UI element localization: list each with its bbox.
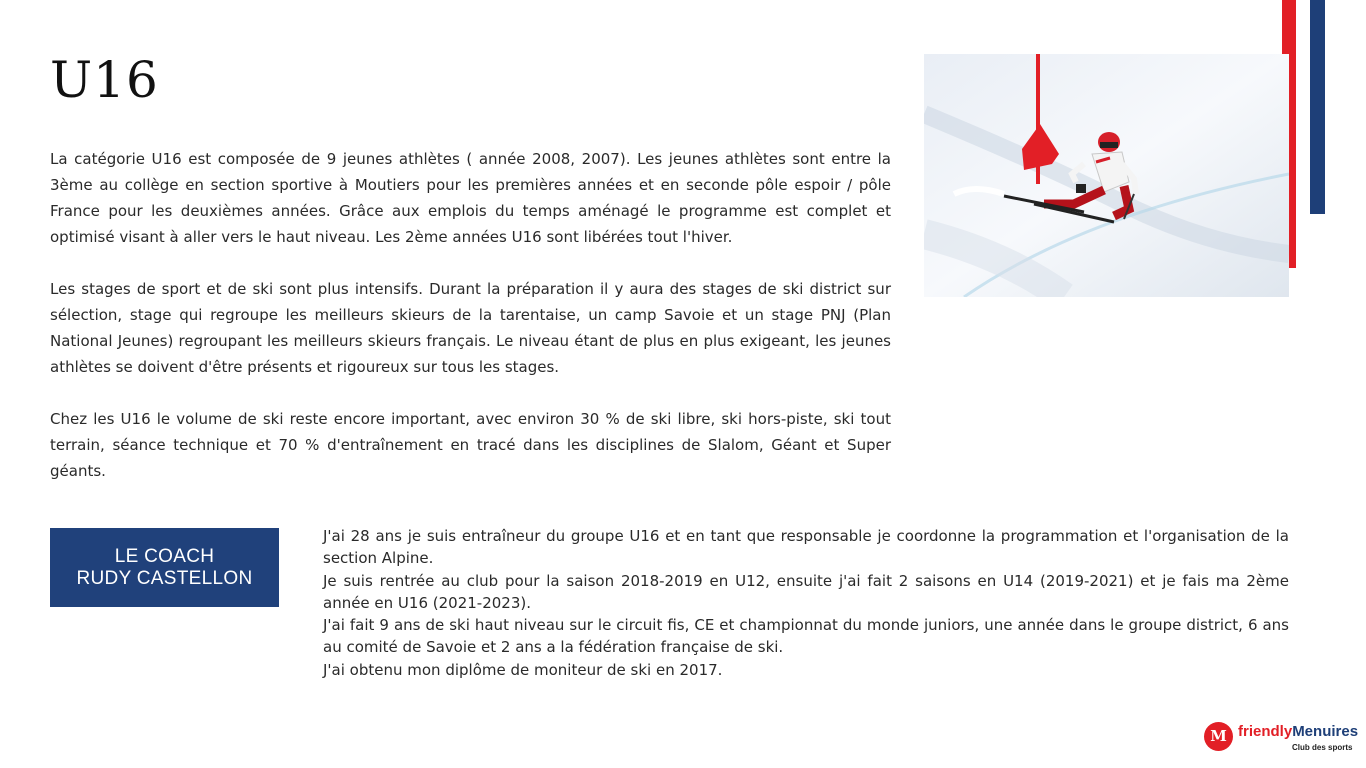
coach-bio [323, 525, 1289, 681]
club-logo-name [1238, 723, 1358, 740]
skier-photo [924, 54, 1289, 297]
club-logo-name-part2: Menuires [1292, 723, 1359, 740]
coach-title: LE COACH [114, 545, 215, 567]
intro-paragraph: Les stages de sport et de ski sont plus intensifs. Durant la préparation il y aura des stages de ski district sur sélection, stage qui regroupe les meilleurs skieurs de la tarentaise, un camp Savoie et un stage PNJ (Plan National Jeunes) regroupant les meilleurs skieurs français. Le niveau étant de plus en plus exigeant, les jeunes athlètes se doivent d'être présents et rigoureux sur tous les stages. [50, 280, 891, 376]
bio-line: J'ai fait 9 ans de ski haut niveau sur le circuit fis, CE et championnat du monde juniors, une année dans le groupe district, 6 ans au comité de Savoie et 2 ans a la fédération française de ski. [323, 616, 1289, 657]
intro-paragraph: La catégorie U16 est composée de 9 jeunes athlètes ( année 2008, 2007). Les jeunes athlètes sont entre la 3ème au collège en section sportive à Moutiers pour les premières années et en seconde pôle espoir / pôle France pour les deuxièmes années. Grâce aux emplois du temps aménagé le programme est complet et optimisé visant à aller vers le haut niveau. Les 2ème années U16 sont libérées tout l'hiver. [50, 150, 891, 246]
coach-name: RUDY CASTELLON [76, 567, 253, 589]
page-title: U16 [50, 51, 159, 109]
bio-line: J'ai 28 ans je suis entraîneur du groupe U16 et en tant que responsable je coordonne la programmation et l'organisation de la section Alpine. [323, 527, 1289, 568]
blue-accent-bar [1310, 0, 1325, 214]
bio-line: Je suis rentrée au club pour la saison 2018-2019 en U12, ensuite j'ai fait 2 saisons en U14 (2019-2021) et je fais ma 2ème année en U16 (2021-2023). [323, 571, 1289, 612]
club-logo[interactable] [1204, 720, 1359, 754]
skier-illustration [924, 54, 1289, 297]
club-logo-tagline: Club des sports [1292, 743, 1353, 752]
bio-line: J'ai obtenu mon diplôme de moniteur de ski en 2017. [323, 660, 723, 679]
coach-label [50, 528, 279, 607]
club-logo-mark: M [1204, 722, 1233, 751]
club-logo-name-part1: friendly [1238, 723, 1293, 740]
intro-paragraph: Chez les U16 le volume de ski reste encore important, avec environ 30 % de ski libre, ski hors-piste, ski tout terrain, séance technique et 70 % d'entraînement en tracé dans les disciplines de Slalom, Géant et Super géants. [50, 410, 891, 480]
intro-text [50, 146, 891, 510]
